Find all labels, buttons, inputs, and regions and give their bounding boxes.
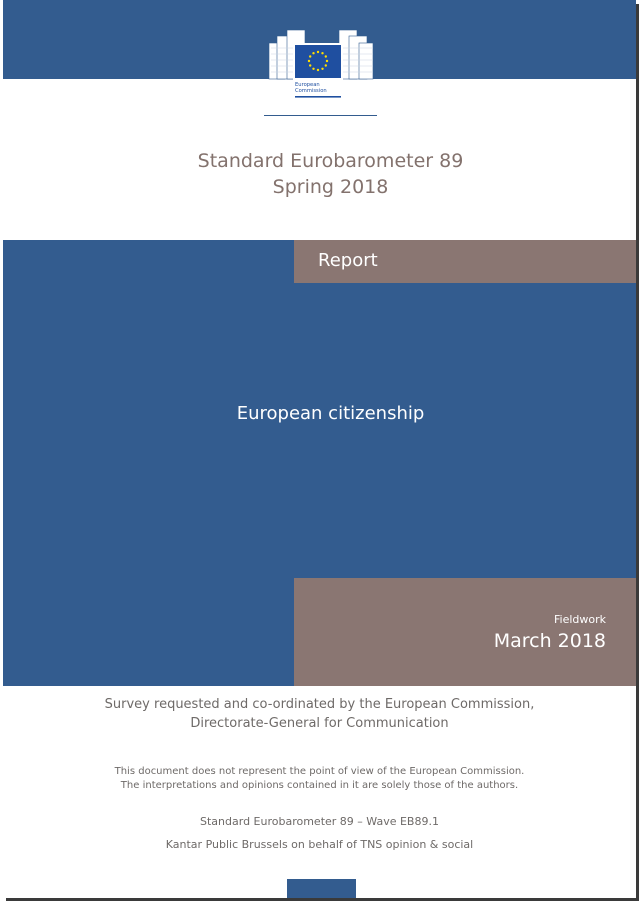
european-commission-logo: [267, 26, 377, 100]
wave-identifier: Standard Eurobarometer 89 – Wave EB89.1: [200, 815, 439, 828]
logo-divider: [264, 115, 377, 116]
report-badge: [294, 240, 636, 283]
disclaimer-line-1: This document does not represent the point of view of the European Commission.: [114, 766, 525, 777]
footer-tab: [287, 879, 356, 898]
eu-flag: [295, 45, 341, 78]
logo-text-commission: Commission: [295, 88, 327, 94]
survey-credit-line-2: Directorate-General for Communication: [190, 716, 449, 731]
report-subject: European citizenship: [236, 403, 425, 424]
fieldwork-date: March 2018: [493, 630, 606, 652]
cover-page: [3, 0, 636, 898]
page-shadow-bottom: [6, 898, 639, 901]
fieldwork-label: Fieldwork: [553, 613, 606, 626]
document-title: Standard Eurobarometer 89: [197, 150, 464, 172]
page-shadow-right: [636, 4, 639, 901]
survey-credit-line-1: Survey requested and co-ordinated by the European Commission,: [104, 697, 535, 712]
logo-text-european: European: [295, 82, 320, 88]
document-edition: Spring 2018: [272, 176, 389, 198]
fieldwork-panel: [294, 578, 636, 686]
report-label: Report: [318, 250, 378, 271]
disclaimer-line-2: The interpretations and opinions contained in it are solely those of the authors.: [120, 780, 519, 791]
contractor-credit: Kantar Public Brussels on behalf of TNS opinion & social: [165, 838, 474, 851]
